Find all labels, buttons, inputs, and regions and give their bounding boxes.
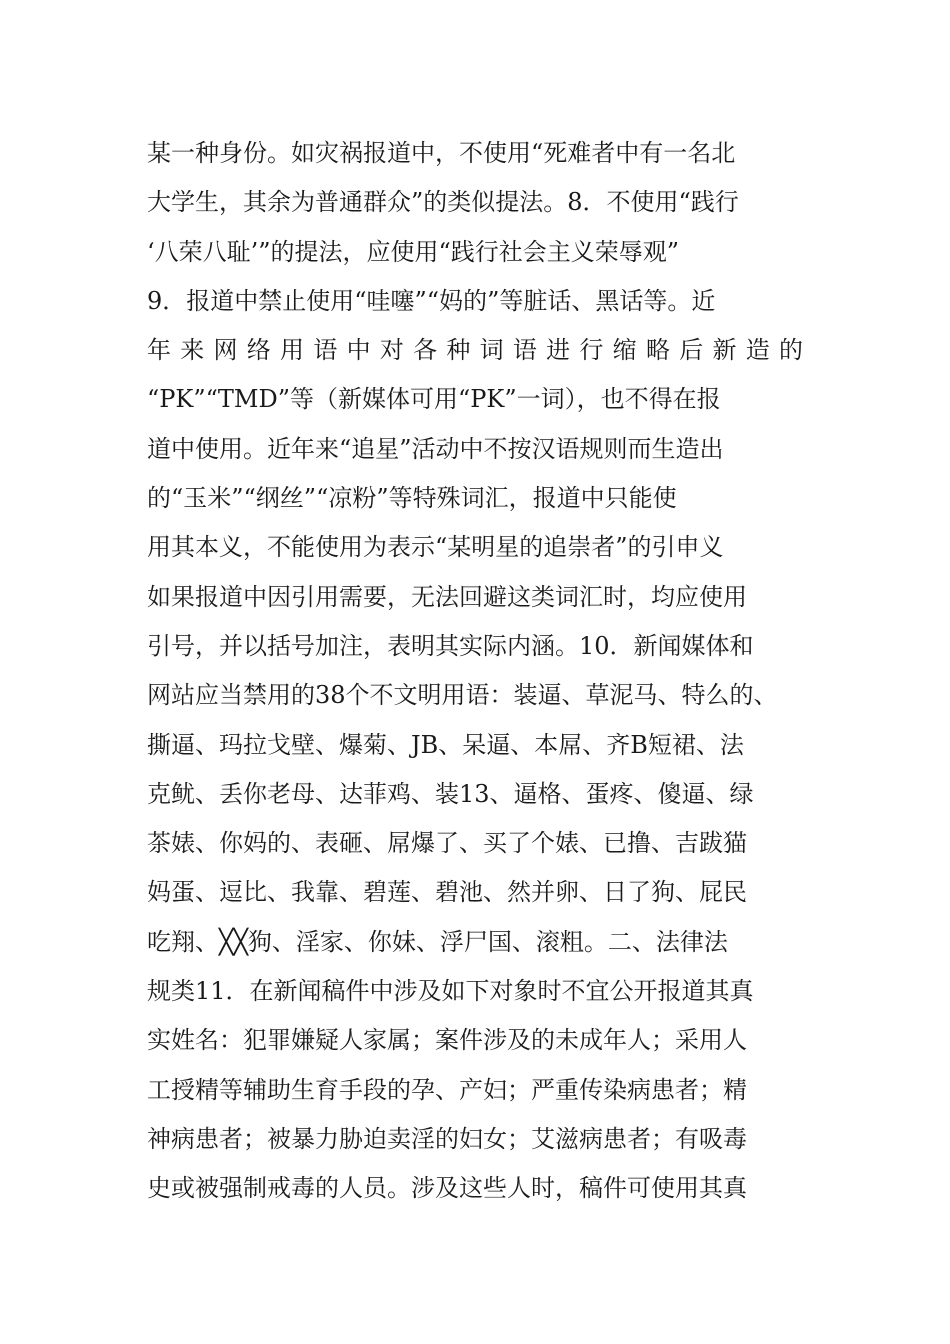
text-line: 妈蛋、逗比、我靠、碧莲、碧池、然并卵、日了狗、屁民 (147, 878, 747, 907)
text-line: 9．报道中禁止使用“哇噻”“妈的”等脏话、黑话等。近 (147, 286, 716, 315)
text-line: 史或被强制戒毒的人员。涉及这些人时，稿件可使用其真 (147, 1174, 747, 1203)
text-line: 道中使用。近年来“追星”活动中不按汉语规则而生造出 (147, 434, 724, 463)
text-line: 某一种身份。如灾祸报道中，不使用“死难者中有一名北 (147, 139, 736, 167)
text-line: 工授精等辅助生育手段的孕、产妇；严重传染病患者；精 (147, 1075, 747, 1104)
text-line: 引号，并以括号加注，表明其实际内涵。10．新闻媒体和 (147, 631, 754, 660)
text-line: 撕逼、玛拉戈壁、爆菊、JB、呆逼、本屌、齐B短裙、法 (147, 730, 744, 759)
text-line: “PK”“TMD”等（新媒体可用“PK”一词），也不得在报 (147, 385, 721, 414)
text-line: 实姓名：犯罪嫌疑人家属；案件涉及的未成年人；采用人 (147, 1026, 747, 1055)
text-line: 网站应当禁用的38个不文明用语：装逼、草泥马、特么的、 (147, 681, 778, 710)
text-line: 用其本义，不能使用为表示“某明星的追崇者”的引申义 (147, 533, 724, 562)
text-line: 如果报道中因引用需要，无法回避这类词汇时，均应使用 (147, 582, 747, 611)
text-line: 神病患者；被暴力胁迫卖淫的妇女；艾滋病患者；有吸毒 (147, 1124, 747, 1153)
text-line: 克鱿、丢你老母、达菲鸡、装13、逼格、蛋疼、傻逼、绿 (147, 779, 754, 808)
text-line: 规类11．在新闻稿件中涉及如下对象时不宜公开报道其真 (147, 977, 754, 1006)
text-line: 年来网络用语中对各种词语进行缩略后新造的 (147, 336, 803, 365)
text-line: 大学生，其余为普通群众”的类似提法。8．不使用“践行 (147, 188, 739, 217)
text-line: ‘八荣八耻’”的提法，应使用“践行社会主义荣辱观” (147, 237, 680, 266)
text-line: 吃翔、╳╳狗、淫家、你妹、浮尸国、滚粗。二、法律法 (147, 927, 728, 956)
body-text (147, 129, 827, 1214)
text-line: 茶婊、你妈的、表砸、屌爆了、买了个婊、已撸、吉跋猫 (147, 829, 747, 858)
text-line: 的“玉米”“纲丝”“凉粉”等特殊词汇，报道中只能使 (147, 484, 677, 513)
